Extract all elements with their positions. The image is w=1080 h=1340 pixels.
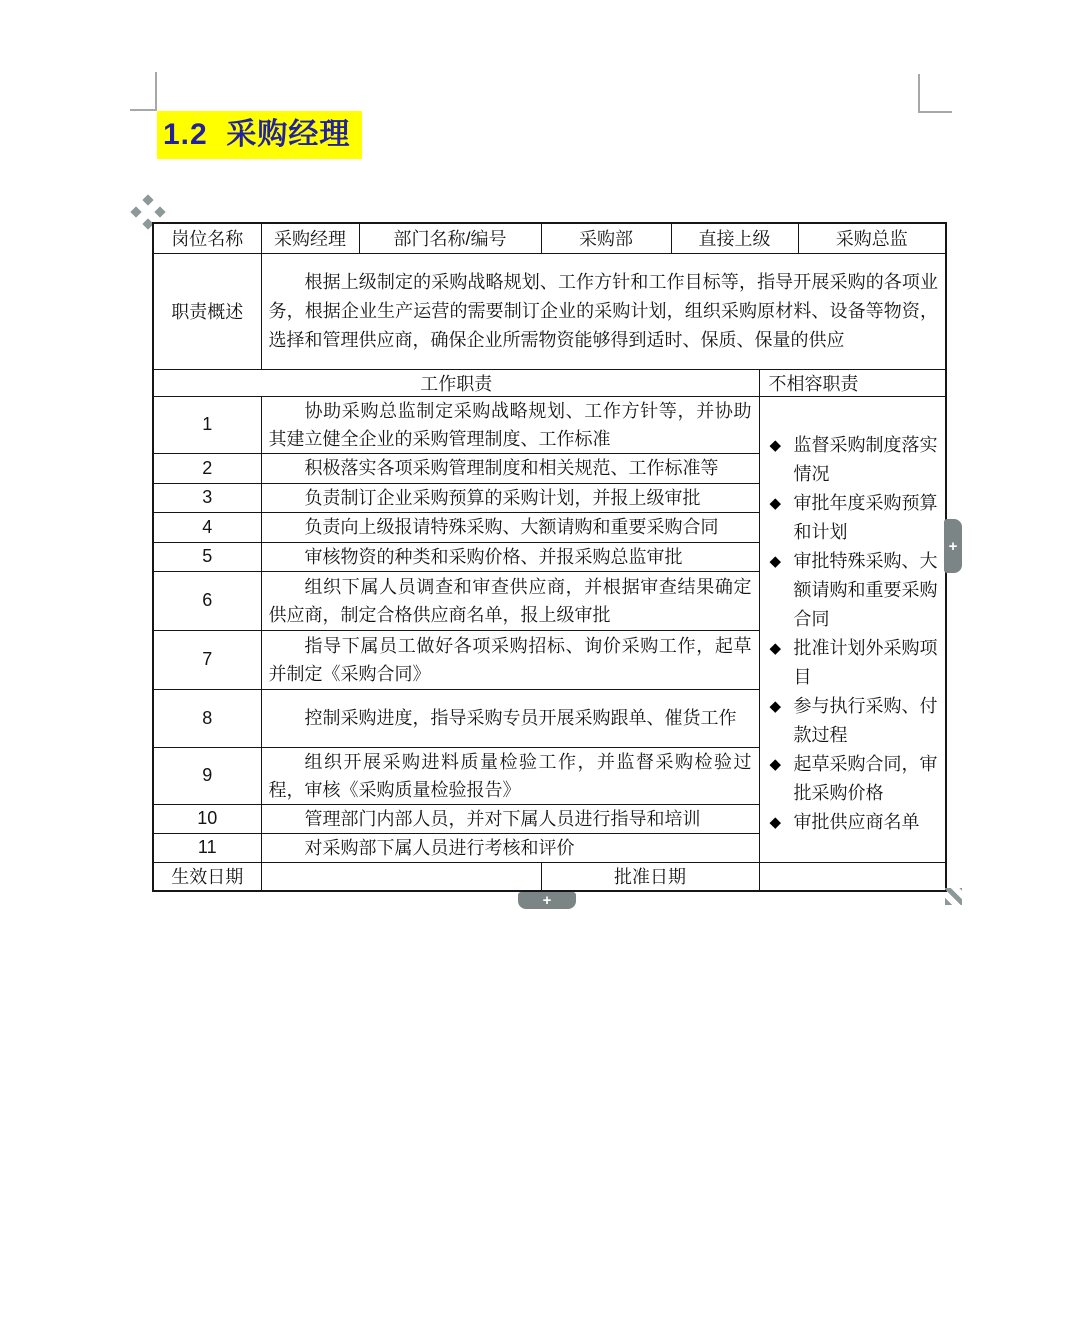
diamond-bullet-icon: ◆ bbox=[769, 755, 782, 773]
duty-number: 1 bbox=[153, 396, 261, 453]
add-column-button[interactable] bbox=[944, 519, 962, 573]
incompatible-item-text: 审批年度采购预算和计划 bbox=[793, 492, 938, 542]
footer-row bbox=[153, 862, 946, 891]
move-handle-dot bbox=[142, 194, 153, 205]
add-row-button[interactable] bbox=[518, 892, 576, 909]
duty-text: 协助采购总监制定采购战略规划、工作方针等，并协助其建立健全企业的采购管理制度、工作标准 bbox=[261, 396, 759, 453]
margin-crop-mark-top-right-vertical bbox=[918, 74, 920, 112]
table-header-row bbox=[153, 223, 946, 253]
duty-number: 11 bbox=[153, 833, 261, 862]
duty-number: 7 bbox=[153, 630, 261, 689]
duty-number: 5 bbox=[153, 542, 261, 571]
duty-text: 管理部门内部人员，并对下属人员进行指导和培训 bbox=[261, 804, 759, 833]
diamond-bullet-icon: ◆ bbox=[769, 697, 782, 715]
duty-text: 控制采购进度，指导采购专员开展采购跟单、催货工作 bbox=[261, 689, 759, 747]
diamond-bullet-icon: ◆ bbox=[769, 494, 782, 512]
effective-date-label: 生效日期 bbox=[153, 862, 261, 891]
summary-label: 职责概述 bbox=[153, 253, 261, 369]
duty-text: 积极落实各项采购管理制度和相关规范、工作标准等 bbox=[261, 453, 759, 483]
section-header-row bbox=[153, 369, 946, 396]
position-name-value: 采购经理 bbox=[261, 223, 359, 253]
department-label: 部门名称/编号 bbox=[359, 223, 541, 253]
duties-section-header: 工作职责 bbox=[153, 369, 759, 396]
duty-text: 组织下属人员调查和审查供应商，并根据审查结果确定供应商，制定合格供应商名单，报上级审批 bbox=[261, 571, 759, 630]
incompatible-item-text: 审批特殊采购、大额请购和重要采购合同 bbox=[793, 550, 938, 629]
plus-icon: + bbox=[542, 892, 552, 909]
duty-number: 8 bbox=[153, 689, 261, 747]
incompatible-item bbox=[770, 634, 942, 692]
incompatible-item bbox=[770, 808, 942, 837]
duty-number: 6 bbox=[153, 571, 261, 630]
page-title: 1.2 采购经理 bbox=[157, 111, 362, 159]
duty-row bbox=[153, 396, 946, 453]
job-description-table bbox=[152, 222, 947, 892]
duty-number: 9 bbox=[153, 747, 261, 804]
summary-text: 根据上级制定的采购战略规划、工作方针和工作目标等，指导开展采购的各项业务，根据企业生产运营的需要制订企业的采购计划，组织采购原材料、设备等物资，选择和管理供应商，确保企业所需物资能够得到适时、保质、保量的供应 bbox=[261, 253, 946, 369]
incompatible-item-text: 监督采购制度落实情况 bbox=[793, 434, 938, 484]
duty-number: 3 bbox=[153, 483, 261, 512]
move-handle-dot bbox=[130, 206, 141, 217]
duty-text: 对采购部下属人员进行考核和评价 bbox=[261, 833, 759, 862]
diamond-bullet-icon: ◆ bbox=[769, 813, 782, 831]
duty-text: 指导下属员工做好各项采购招标、询价采购工作，起草并制定《采购合同》 bbox=[261, 630, 759, 689]
incompatible-item bbox=[770, 431, 942, 489]
incompatible-item-text: 批准计划外采购项目 bbox=[793, 637, 938, 687]
diamond-bullet-icon: ◆ bbox=[769, 552, 782, 570]
effective-date-value[interactable] bbox=[261, 862, 541, 891]
duty-number: 10 bbox=[153, 804, 261, 833]
superior-label: 直接上级 bbox=[671, 223, 798, 253]
incompatible-item-text: 起草采购合同，审批采购价格 bbox=[793, 753, 938, 803]
position-name-label: 岗位名称 bbox=[153, 223, 261, 253]
department-value: 采购部 bbox=[541, 223, 671, 253]
incompatible-item bbox=[770, 489, 942, 547]
duty-text: 负责向上级报请特殊采购、大额请购和重要采购合同 bbox=[261, 512, 759, 542]
incompatible-duties-cell bbox=[759, 396, 946, 862]
duty-text: 审核物资的种类和采购价格、并报采购总监审批 bbox=[261, 542, 759, 571]
duty-text: 负责制订企业采购预算的采购计划，并报上级审批 bbox=[261, 483, 759, 512]
table-resize-handle-icon[interactable] bbox=[945, 888, 962, 905]
diamond-bullet-icon: ◆ bbox=[769, 436, 782, 454]
summary-row bbox=[153, 253, 946, 369]
duty-text: 组织开展采购进料质量检验工作，并监督采购检验过程，审核《采购质量检验报告》 bbox=[261, 747, 759, 804]
diamond-bullet-icon: ◆ bbox=[769, 639, 782, 657]
plus-icon: + bbox=[948, 537, 958, 555]
margin-crop-mark-top-left-horizontal bbox=[130, 109, 157, 111]
incompatible-section-header: 不相容职责 bbox=[759, 369, 946, 396]
approval-date-label: 批准日期 bbox=[541, 862, 759, 891]
duty-number: 4 bbox=[153, 512, 261, 542]
incompatible-item bbox=[770, 692, 942, 750]
margin-crop-mark-top-left-vertical bbox=[155, 72, 157, 110]
duty-number: 2 bbox=[153, 453, 261, 483]
superior-value: 采购总监 bbox=[798, 223, 946, 253]
incompatible-item bbox=[770, 750, 942, 808]
approval-date-value[interactable] bbox=[759, 862, 946, 891]
margin-crop-mark-top-right-horizontal bbox=[918, 111, 952, 113]
incompatible-item-text: 参与执行采购、付款过程 bbox=[793, 695, 938, 745]
incompatible-item bbox=[770, 547, 942, 634]
incompatible-item-text: 审批供应商名单 bbox=[793, 811, 920, 832]
move-handle-dot bbox=[154, 206, 165, 217]
